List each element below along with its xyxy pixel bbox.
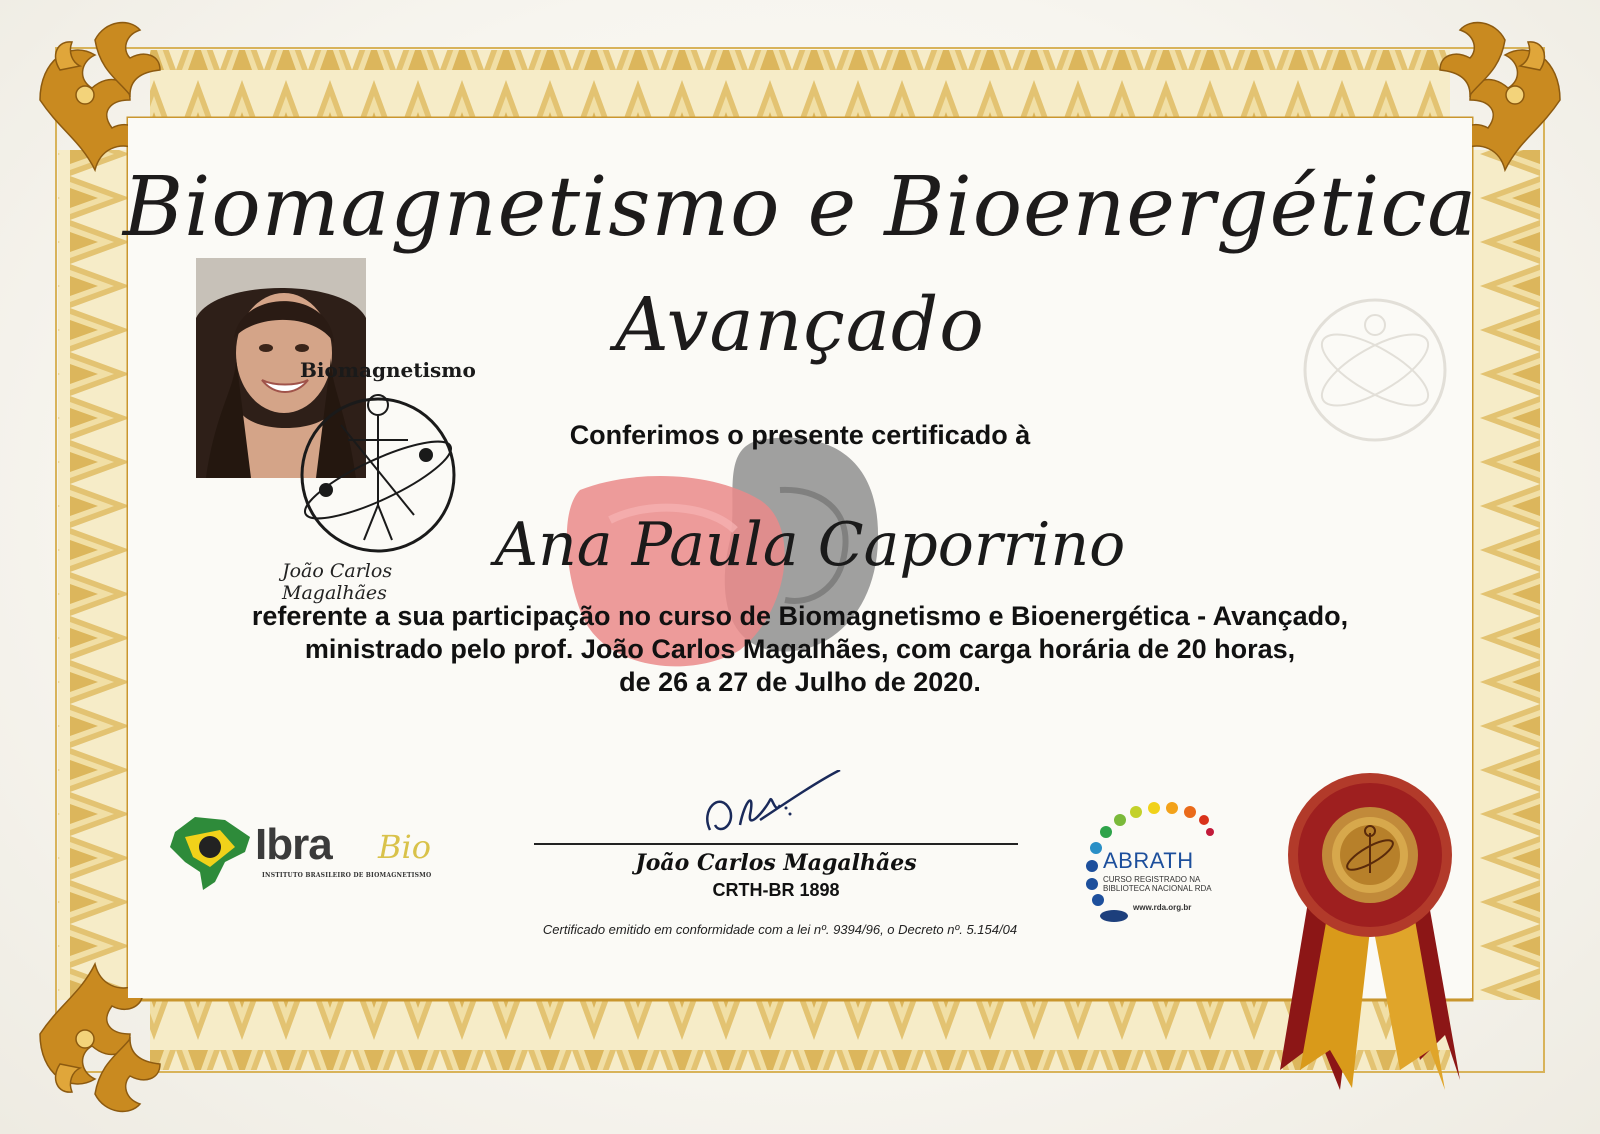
signer-name: João Carlos Magalhães xyxy=(635,850,917,876)
abrath-logo-subtitle xyxy=(1103,875,1263,893)
emblem-signature: João Carlos Magalhães xyxy=(282,560,393,604)
body-line-1: referente a sua participação no curso de Biomagnetismo e Bioenergética - Avançado, xyxy=(251,601,1349,631)
ibra-logo-suffix: Bio xyxy=(378,828,432,866)
ibra-logo-subtitle: INSTITUTO BRASILEIRO DE BIOMAGNETISMO xyxy=(262,872,432,879)
abrath-url: www.rda.org.br xyxy=(1133,903,1192,912)
certificate-subtitle: Avançado xyxy=(615,282,985,368)
body-line-3: de 26 a 27 de Julho de 2020. xyxy=(619,667,981,697)
body-line-2: ministrado pelo prof. João Carlos Magalhães, com carga horária de 20 horas, xyxy=(304,634,1296,664)
legal-note: Certificado emitido em conformidade com a lei nº. 9394/96, o Decreto nº. 5.154/04 xyxy=(542,922,1018,937)
recipient-name: Ana Paula Caporrino xyxy=(494,510,1126,580)
signature-line xyxy=(534,843,1018,845)
emblem-title: Biomagnetismo xyxy=(300,358,476,382)
ibra-logo-text: Ibra xyxy=(255,820,332,869)
handwritten-signature xyxy=(690,770,850,850)
signer-registration: CRTH-BR 1898 xyxy=(712,880,840,900)
certificate-intro: Conferimos o presente certificado à xyxy=(569,420,1031,450)
abrath-line-2: BIBLIOTECA NACIONAL RDA xyxy=(1103,884,1212,893)
abrath-logo-text: ABRATH xyxy=(1103,848,1194,873)
abrath-line-1: CURSO REGISTRADO NA xyxy=(1103,875,1201,884)
certificate-body xyxy=(150,600,1450,699)
brazil-map-icon xyxy=(165,812,260,892)
certificate-title: Biomagnetismo e Bioenergética xyxy=(122,160,1478,255)
ribbon-seal-icon xyxy=(1270,770,1470,1100)
